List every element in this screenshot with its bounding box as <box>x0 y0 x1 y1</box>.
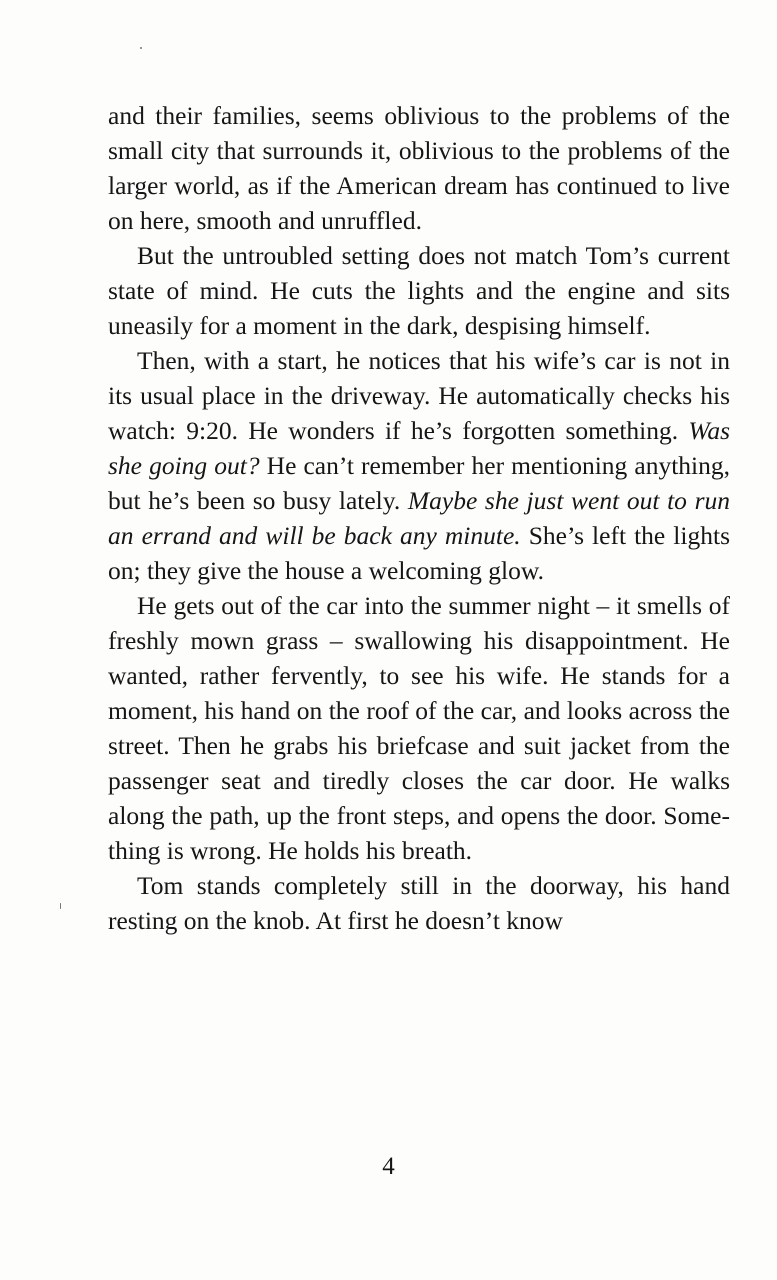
paragraph-3-italic-thought: Maybe she just went out to run an errand and will be back any minute. <box>108 486 730 550</box>
paragraph-4 <box>108 588 730 868</box>
page-number: 4 <box>382 1153 395 1180</box>
paragraph-2-text: But the untroubled setting does not match Tom’s current state of mind. He cuts the lights and the engine and sits uneasily for a moment in the dark, despising himself. <box>108 241 730 340</box>
paper-speck <box>140 47 142 49</box>
paragraph-2 <box>108 238 730 343</box>
paragraph-3-text-c: She’s left the lights on; they give the house a welcoming glow. <box>108 521 730 585</box>
paragraph-3-text-a: Then, with a start, he notices that his wife’s car is not in its usual place in the driveway. He automatically checks his watch: 9:20. He wonders if he’s forgotten something. <box>108 346 730 445</box>
paragraph-3 <box>108 343 730 588</box>
paragraph-3-italic-question: Was she going out? <box>108 416 730 480</box>
page-body <box>108 98 730 938</box>
paragraph-5 <box>108 868 730 938</box>
paragraph-4-text: He gets out of the car into the summer night – it smells of freshly mown grass – swallowing his disappointment. He wanted, rather fervently, to see his wife. He stands for a moment, his hand on the roof of the car, and looks across the street. Then he grabs his briefcase and suit jacket from the passenger seat and tiredly closes the car door. He walks along the path, up the front steps, and opens the door. Something is wrong. He holds his breath. <box>108 591 730 865</box>
paragraph-5-text: Tom stands completely still in the doorway, his hand resting on the knob. At first he doesn’t know <box>108 871 730 935</box>
paragraph-1-text: and their families, seems oblivious to the problems of the small city that surrounds it, oblivious to the problems of the larger world, as if the American dream has continued to live on here, smooth and unruffled. <box>108 101 730 235</box>
paper-speck <box>60 903 61 909</box>
paragraph-3-text-b: He can’t remember her mentioning anything, but he’s been so busy lately. <box>108 451 730 515</box>
paragraph-1 <box>108 98 730 238</box>
